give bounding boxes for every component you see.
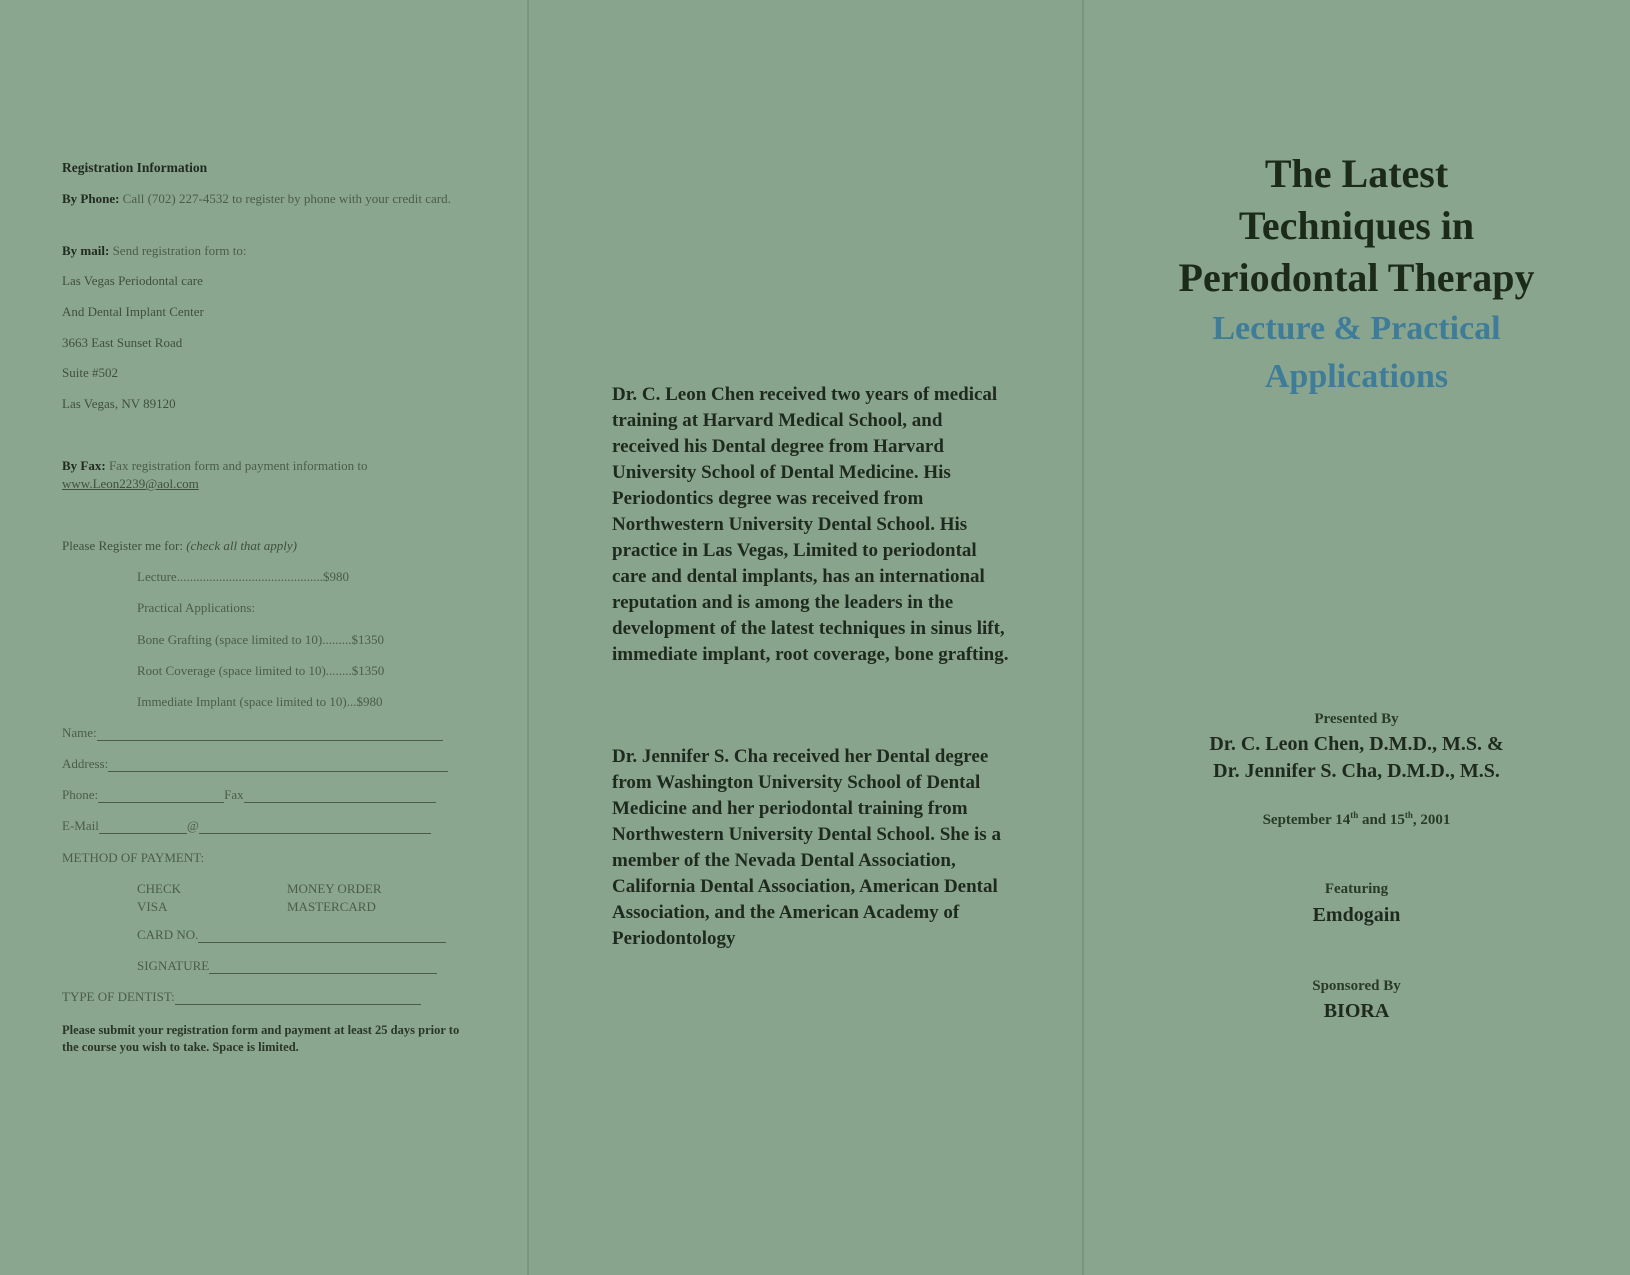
card-number-field[interactable] (137, 927, 446, 943)
title-line: The Latest (1264, 151, 1449, 196)
sponsored-by-label: Sponsored By (1312, 978, 1401, 994)
option-immediate-implant[interactable]: Immediate Implant (space limited to 10)...$980 (137, 694, 383, 709)
featuring-product: Emdogain (1312, 904, 1401, 926)
signature-line[interactable] (209, 961, 437, 974)
email-field[interactable] (62, 818, 431, 834)
phone-line[interactable] (98, 790, 224, 803)
phone-text: Call (702) 227-4532 to register by phone with your credit card. (122, 191, 451, 206)
address-field[interactable] (62, 756, 448, 772)
address-line: Suite #502 (62, 365, 118, 380)
fold-line (527, 0, 529, 1275)
mail-text: Send registration form to: (112, 243, 247, 258)
option-root-coverage[interactable]: Root Coverage (space limited to 10)........$1350 (137, 663, 385, 678)
fax-instructions (62, 457, 462, 493)
date-prefix: September 14 (1262, 812, 1351, 828)
address-label: Address: (62, 756, 109, 771)
address-line: Las Vegas Periodontal care (62, 273, 203, 288)
mail-instructions (62, 243, 247, 259)
address-line: 3663 East Sunset Road (62, 335, 183, 350)
phone-field-label: Phone: (62, 787, 99, 802)
name-label: Name: (62, 725, 97, 740)
date-suffix: , 2001 (1412, 812, 1451, 828)
title-line: Techniques in (1238, 203, 1475, 248)
fax-field-label: Fax (224, 787, 244, 802)
pay-visa[interactable]: VISA (137, 899, 168, 914)
bio-leon-chen: Dr. C. Leon Chen received two years of medical training at Harvard Medical School, and received his Dental degree from Harvard University School of Dental Medicine. His Periodontics degree was received from Northwestern University Dental School. His practice in Las Vegas, Limited to periodontal care and dental implants, has an international reputation and is among the leaders in the development of the latest techniques in sinus lift, immediate implant, root coverage, bone grafting. (612, 384, 1009, 665)
card-number-line[interactable] (198, 930, 446, 943)
phone-label: By Phone: (62, 191, 120, 206)
date-ordinal: th (1350, 810, 1359, 820)
subtitle-line: Lecture & Practical (1212, 310, 1501, 347)
card-number-label: CARD NO. (137, 927, 199, 942)
address-line: And Dental Implant Center (62, 304, 204, 319)
address-line: Las Vegas, NV 89120 (62, 396, 176, 411)
register-prompt (62, 538, 297, 554)
registration-note: Please submit your registration form and payment at least 25 days prior to the course you wish to take. Space is limited. (62, 1023, 460, 1054)
date-ordinal: th (1404, 810, 1413, 820)
pay-money-order[interactable]: MONEY ORDER (287, 881, 382, 896)
sponsor-name: BIORA (1323, 1000, 1390, 1022)
dentist-type-field[interactable] (62, 989, 421, 1005)
fax-line[interactable] (244, 790, 436, 803)
payment-method-label: METHOD OF PAYMENT: (62, 850, 205, 865)
pay-check[interactable]: CHECK (137, 881, 182, 896)
at-sign: @ (186, 818, 199, 833)
email-user-line[interactable] (99, 821, 187, 834)
brochure-title (1083, 148, 1630, 304)
brochure-subtitle (1083, 305, 1630, 401)
registration-title: Registration Information (62, 160, 208, 175)
signature-field[interactable] (137, 958, 437, 974)
dentist-type-line[interactable] (175, 992, 421, 1005)
fax-email-link[interactable]: www.Leon2239@aol.com (62, 476, 199, 491)
phone-fax-field[interactable] (62, 787, 436, 803)
name-field[interactable] (62, 725, 443, 741)
presenter-name: Dr. Jennifer S. Cha, D.M.D., M.S. (1213, 760, 1500, 782)
option-practical-header: Practical Applications: (137, 600, 256, 615)
phone-instructions (62, 190, 462, 208)
signature-label: SIGNATURE (137, 958, 210, 973)
name-line[interactable] (97, 728, 443, 741)
event-date (1083, 810, 1630, 829)
mail-label: By mail: (62, 243, 110, 258)
option-bone-grafting[interactable]: Bone Grafting (space limited to 10).........$1350 (137, 632, 384, 647)
pay-mastercard[interactable]: MASTERCARD (287, 899, 376, 914)
dentist-type-label: TYPE OF DENTIST: (62, 989, 175, 1004)
fax-text: Fax registration form and payment information to (108, 458, 368, 473)
date-mid: and 15 (1358, 812, 1405, 828)
email-field-label: E-Mail (62, 818, 99, 833)
option-lecture[interactable]: Lecture.............................................$980 (137, 569, 349, 584)
title-line: Periodontal Therapy (1178, 255, 1535, 300)
subtitle-line: Applications (1264, 358, 1449, 395)
bio-jennifer-cha: Dr. Jennifer S. Cha received her Dental degree from Washington University School of Dental Medicine and her periodontal training from Northwestern University Dental School. She is a member of the Nevada Dental Association, California Dental Association, American Dental Association, and the American Academy of Periodontology (612, 746, 1001, 949)
email-domain-line[interactable] (199, 821, 431, 834)
presented-by-label: Presented By (1314, 711, 1399, 727)
register-prompt-text: Please Register me for: (62, 538, 183, 553)
presenter-name: Dr. C. Leon Chen, D.M.D., M.S. & (1209, 733, 1504, 755)
featuring-label: Featuring (1324, 881, 1389, 897)
register-prompt-note: (check all that apply) (186, 538, 298, 553)
fax-label: By Fax: (62, 458, 106, 473)
address-line-input[interactable] (108, 759, 448, 772)
